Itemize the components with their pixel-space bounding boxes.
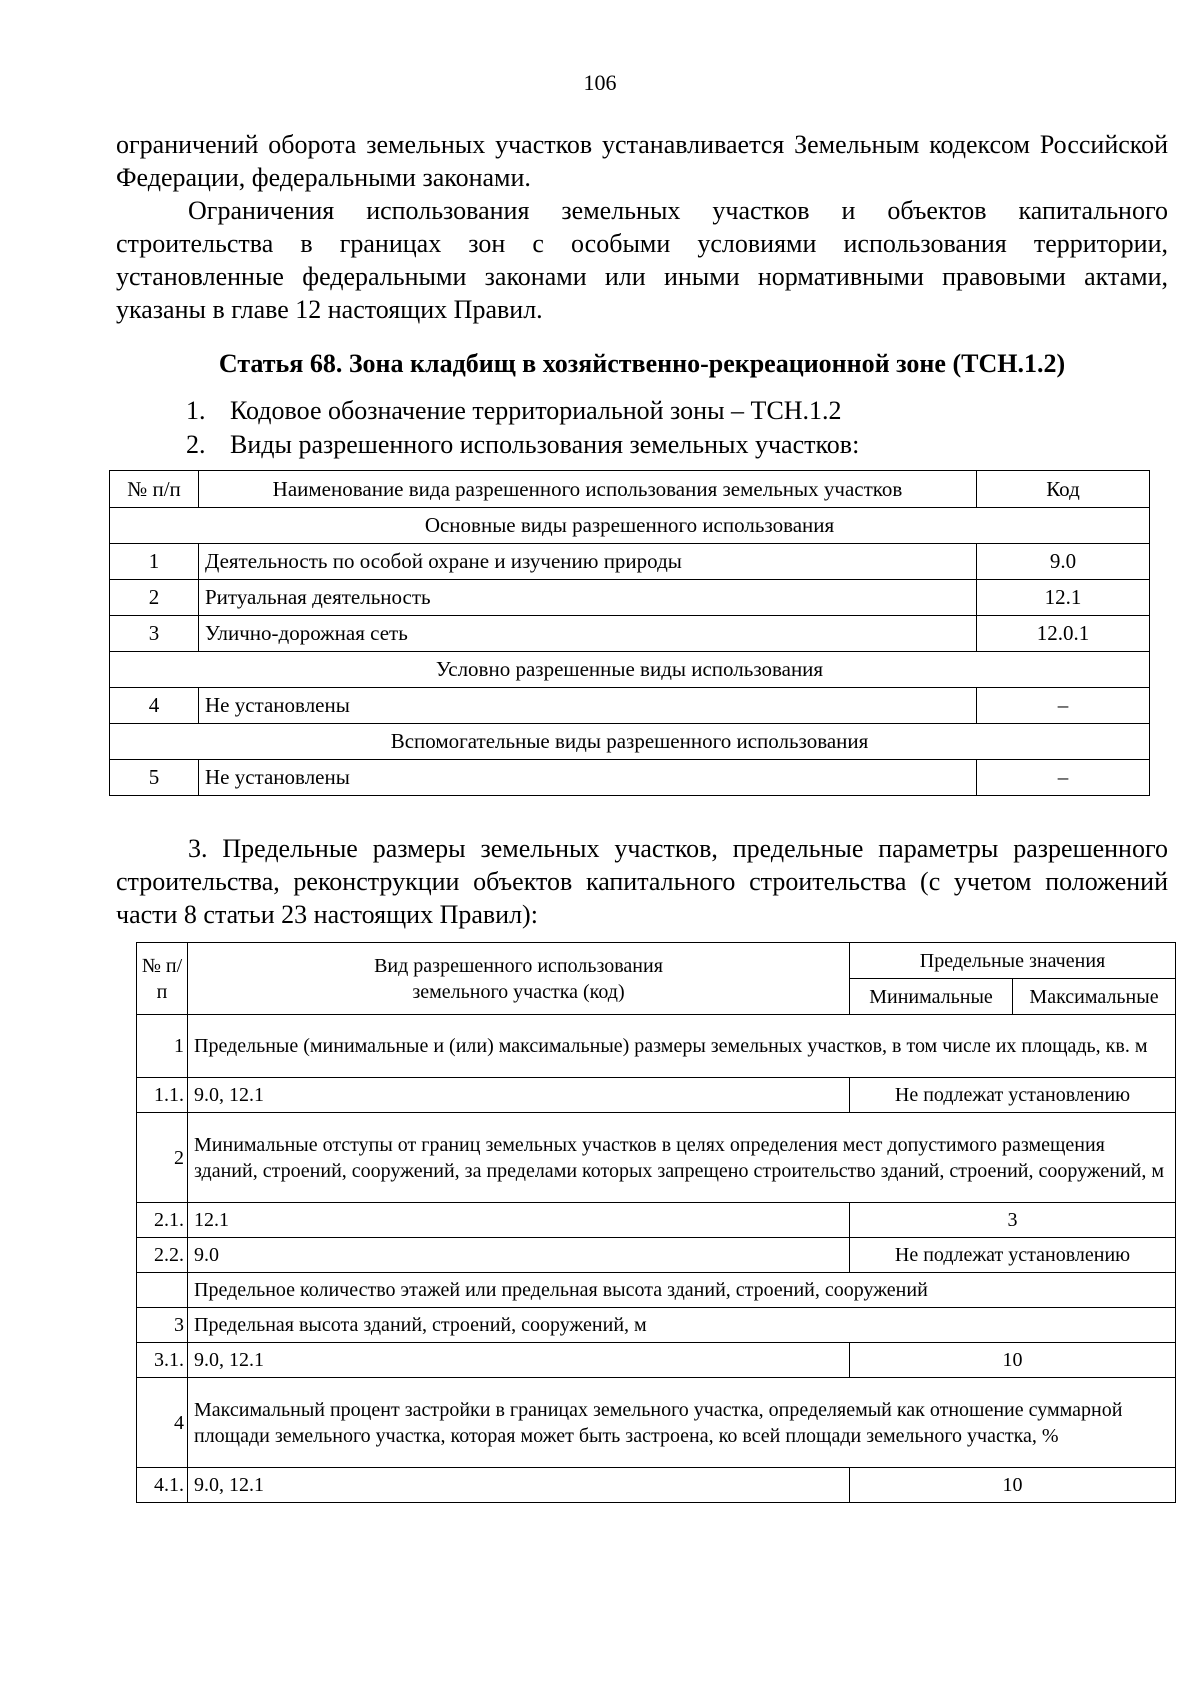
header-min: Минимальные xyxy=(850,979,1013,1015)
table-row xyxy=(137,1273,1176,1308)
table-row xyxy=(110,688,1150,724)
row-num: 1.1. xyxy=(137,1078,188,1113)
row-code: – xyxy=(977,760,1150,796)
header-code: Код xyxy=(977,471,1150,508)
permitted-use-table xyxy=(109,470,1150,796)
row-name: Не установлены xyxy=(199,688,977,724)
header-name: Наименование вида разрешенного использования земельных участков xyxy=(199,471,977,508)
table-row xyxy=(137,1378,1176,1468)
table-row xyxy=(110,760,1150,796)
limits-table xyxy=(136,942,1176,1503)
paragraph-land-turnover: ограничений оборота земельных участков устанавливается Земельным кодексом Российской Федерации, федеральными законами. xyxy=(116,130,1168,192)
row-text: Предельная высота зданий, строений, сооружений, м xyxy=(188,1308,1176,1343)
list-item-text: Виды разрешенного использования земельных участков: xyxy=(230,430,860,459)
table-row xyxy=(137,1113,1176,1203)
page-number: 106 xyxy=(583,70,617,95)
table-row xyxy=(137,1078,1176,1113)
row-text: 9.0, 12.1 xyxy=(188,1078,850,1113)
header-num: № п/п xyxy=(137,943,188,1015)
row-value: Не подлежат установлению xyxy=(850,1238,1176,1273)
section-row xyxy=(110,724,1150,760)
row-code: 9.0 xyxy=(977,544,1150,580)
table-row xyxy=(137,1343,1176,1378)
list-item-number: 1. xyxy=(186,396,206,425)
table-row xyxy=(110,544,1150,580)
table-row xyxy=(137,1308,1176,1343)
row-num: 2.1. xyxy=(137,1203,188,1238)
header-use-type-line1: Вид разрешенного использования xyxy=(374,954,663,977)
header-use-type-line2: земельного участка (код) xyxy=(412,980,625,1003)
row-num xyxy=(137,1273,188,1308)
paragraph-limit-sizes: 3. Предельные размеры земельных участков, предельные параметры разрешенного строительства, реконструкции объектов капитального строительства (с учетом положений части 8 статьи 23 настоящих Правил): xyxy=(116,834,1168,929)
table-header-row xyxy=(110,471,1150,508)
row-text: Предельные (минимальные и (или) максимальные) размеры земельных участков, в том числе их площадь, кв. м xyxy=(188,1015,1176,1078)
row-num: 4 xyxy=(110,688,199,724)
row-num: 4.1. xyxy=(137,1468,188,1503)
header-limits: Предельные значения xyxy=(850,943,1176,979)
row-name: Ритуальная деятельность xyxy=(199,580,977,616)
list-item-text: Кодовое обозначение территориальной зоны – ТСН.1.2 xyxy=(230,396,842,425)
header-max: Максимальные xyxy=(1013,979,1176,1015)
list-item-number: 2. xyxy=(186,430,206,459)
section-auxiliary: Вспомогательные виды разрешенного использования xyxy=(110,724,1150,760)
section-conditional: Условно разрешенные виды использования xyxy=(110,652,1150,688)
row-text: Предельное количество этажей или предельная высота зданий, строений, сооружений xyxy=(188,1273,1176,1308)
row-text: Минимальные отступы от границ земельных участков в целях определения мест допустимого размещения зданий, строений, сооружений, за пределами которых запрещено строительство зданий, строений, сооружений, м xyxy=(188,1113,1176,1203)
section-row xyxy=(110,652,1150,688)
article-title: Статья 68. Зона кладбищ в хозяйственно-рекреационной зоне (ТСН.1.2) xyxy=(218,349,1066,378)
list-item-zone-code xyxy=(186,394,842,427)
header-num: № п/п xyxy=(110,471,199,508)
paragraph-use-restrictions: Ограничения использования земельных участков и объектов капитального строительства в границах зон с особыми условиями использования территории, установленные федеральными законами или иными нормативными правовыми актами, указаны в главе 12 настоящих Правил. xyxy=(116,196,1168,324)
row-name: Не установлены xyxy=(199,760,977,796)
row-value: 10 xyxy=(850,1343,1176,1378)
row-code: 12.1 xyxy=(977,580,1150,616)
row-text: 9.0 xyxy=(188,1238,850,1273)
row-num: 3 xyxy=(137,1308,188,1343)
table-row xyxy=(110,580,1150,616)
row-num: 1 xyxy=(110,544,199,580)
header-use-type xyxy=(188,943,850,1015)
list-item-use-types xyxy=(186,428,859,461)
row-num: 1 xyxy=(137,1015,188,1078)
section-main: Основные виды разрешенного использования xyxy=(110,508,1150,544)
row-num: 3 xyxy=(110,616,199,652)
table-row xyxy=(137,1238,1176,1273)
row-value: Не подлежат установлению xyxy=(850,1078,1176,1113)
row-num: 2.2. xyxy=(137,1238,188,1273)
row-name: Улично-дорожная сеть xyxy=(199,616,977,652)
row-num: 3.1. xyxy=(137,1343,188,1378)
table-row xyxy=(137,1203,1176,1238)
row-num: 2 xyxy=(110,580,199,616)
row-value: 3 xyxy=(850,1203,1176,1238)
table-row xyxy=(137,1468,1176,1503)
row-num: 4 xyxy=(137,1378,188,1468)
row-value: 10 xyxy=(850,1468,1176,1503)
row-text: Максимальный процент застройки в границах земельного участка, определяемый как отношение суммарной площади земельного участка, которая может быть застроена, ко всей площади земельного участка, % xyxy=(188,1378,1176,1468)
row-text: 9.0, 12.1 xyxy=(188,1468,850,1503)
row-text: 9.0, 12.1 xyxy=(188,1343,850,1378)
section-row xyxy=(110,508,1150,544)
row-num: 2 xyxy=(137,1113,188,1203)
row-num: 5 xyxy=(110,760,199,796)
table-row xyxy=(137,1015,1176,1078)
row-code: – xyxy=(977,688,1150,724)
table-header-row xyxy=(137,943,1176,979)
table-row xyxy=(110,616,1150,652)
row-name: Деятельность по особой охране и изучению природы xyxy=(199,544,977,580)
row-code: 12.0.1 xyxy=(977,616,1150,652)
row-text: 12.1 xyxy=(188,1203,850,1238)
